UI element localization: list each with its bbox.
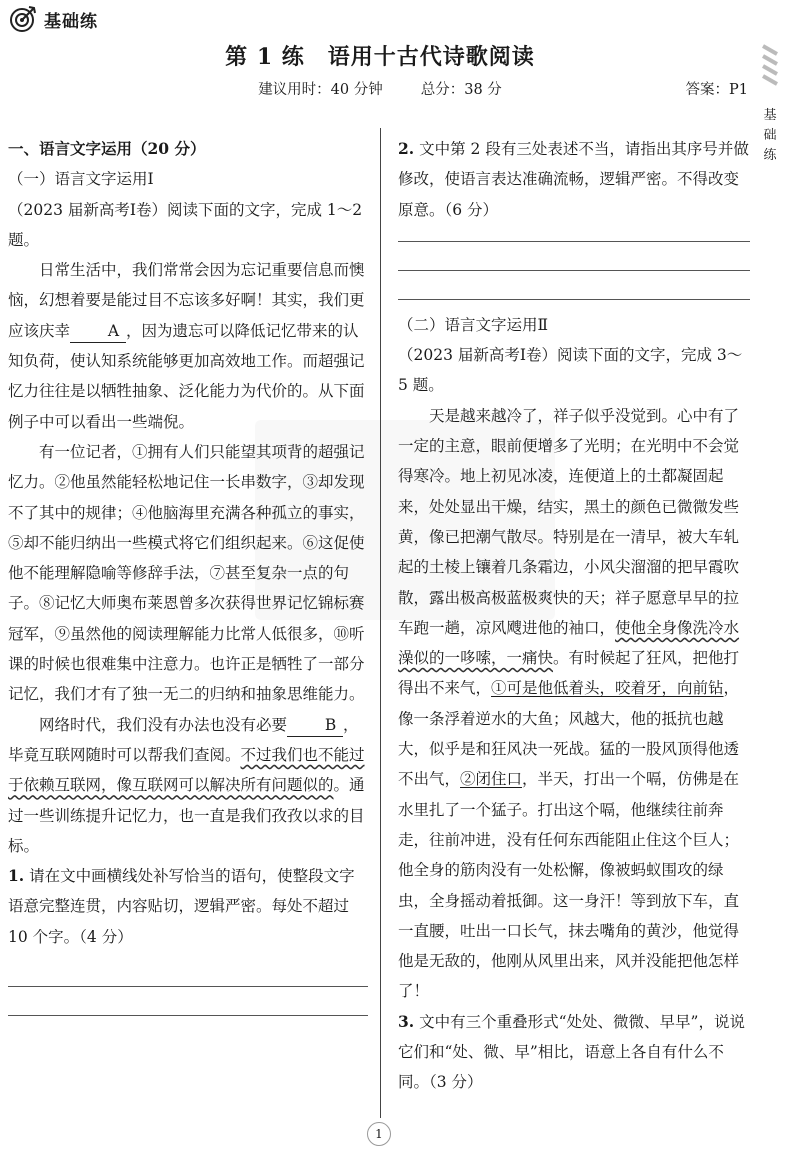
- source-line: （2023 届新高考Ⅰ卷）阅读下面的文字，完成 3～5 题。: [398, 346, 743, 395]
- section-heading: 一、语言文字运用（20 分）: [8, 139, 206, 158]
- question-number: 2.: [398, 139, 415, 158]
- text-span: 天是越来越冷了，祥子似乎没觉到。心中有了一定的主意，眼前便增多了光明；在光明中不会觉得寒冷。地上初见冰凌，连便道上的土都凝固起来，处处显出干燥，结实，黑土的颜色已微微发些黄，像已把潮气散尽。特别是在一清早，被大车轧起的土棱上镶着几条霜边，小风尖溜溜的把早霞吹散，露出极高极蓝极爽快的天；祥子愿意早早的拉车跑一趟，凉风飕进他的袖口，: [398, 406, 740, 637]
- question-text: 文中有三个重叠形式“处处、微微、早早”，说说它们和“处、微、早”相比，语意上各自有什么不同。（3 分）: [398, 1012, 745, 1092]
- passage-paragraph-2: 有一位记者，①拥有人们只能望其项背的超强记忆力。②他虽然能轻松地记住一长串数字，③却发现不了其中的规律；④他脑海里充满各种孤立的事实，⑤却不能归纳出一些模式将它们组织起来。⑥这促使他不能理解隐喻等修辞手法，⑦甚至复杂一点的句子。⑧记忆大师奥布莱恩曾多次获得世界记忆锦标赛冠军，⑨虽然他的阅读理解能力比常人低很多，⑩听课的时候也很难集中注意力。也许正是牺牲了一部分记忆，我们才有了独一无二的归纳和抽象思维能力。: [8, 442, 365, 704]
- blank-b: B: [287, 714, 343, 737]
- blank-a: A: [70, 320, 126, 343]
- text-span: 。通过一些训练提升记忆力，也一直是我们孜孜以求的目标。: [8, 776, 365, 855]
- question-3: [398, 1007, 750, 1098]
- text-span: ，半天，打出一个嗝，仿佛是在水里扎了一个猛子。打出这个嗝，他继续往前奔走，往前冲进，没有任何东西能阻止住这个巨人；他全身的筋肉没有一处松懈，像被蚂蚁围攻的绿虫，全身摇动着抵御。这一身汗！等到放下车，直一直腰，吐出一口长气，抹去嘴角的黄沙，他觉得他是无敌的，他刚从风里出来，风并没能把他怎样了！: [398, 770, 740, 1001]
- text-span: 。有时候起了狂风，把他打得出不来气，: [398, 649, 740, 698]
- wavy-underlined-sentence: 不过我们也不能过于依赖互联网，像互联网可以解决所有问题似的: [8, 745, 365, 795]
- right-column: [398, 134, 750, 1098]
- side-label: 基础练: [763, 108, 777, 163]
- subsection-heading: （一）语言文字运用Ⅰ: [8, 170, 154, 189]
- marked-phrase-1: ①可是他低着头，咬着牙，向前钻: [491, 679, 724, 698]
- passage-paragraph-3: [8, 710, 368, 861]
- total-score: 总分：38 分: [420, 82, 502, 98]
- question-number: 3.: [398, 1011, 415, 1031]
- passage-paragraph: [398, 401, 750, 1007]
- subsection-heading: （二）语言文字运用Ⅱ: [398, 315, 549, 334]
- stripe-decoration: [760, 40, 780, 90]
- page-title: 第 1 练 语用十古代诗歌阅读: [225, 44, 535, 70]
- text-span: 网络时代，我们没有办法也没有必要: [39, 715, 288, 734]
- tag-label: 基础练: [44, 11, 98, 32]
- question-number: 1.: [8, 866, 25, 886]
- meta-line: [0, 78, 760, 99]
- side-tab: [756, 40, 784, 166]
- target-icon: [8, 4, 38, 34]
- left-column: [8, 134, 368, 1016]
- page-footer: [367, 1122, 391, 1146]
- text-span: ，因为遗忘可以降低记忆带来的认知负荷，使认知系统能够更加高效地工作。而超强记忆力往往是以牺牲抽象、泛化能力为代价的。从下面例子中可以看出一些端倪。: [8, 321, 365, 431]
- answer-ref: 答案：P1: [685, 82, 748, 98]
- question-text: 文中第 2 段有三处表述不当，请指出其序号并做修改，使语言表达准确流畅，逻辑严密。不得改变原意。（6 分）: [398, 140, 749, 219]
- text-span: 日常生活中，我们常常会因为忘记重要信息而懊恼，幻想着要是能过目不忘该多好啊！其实，我们更应该庆幸: [8, 261, 365, 340]
- answer-line[interactable]: [8, 1015, 368, 1016]
- question-2: [398, 134, 750, 225]
- question-1: [8, 861, 368, 952]
- question-text: 请在文中画横线处补写恰当的语句，使整段文字语意完整连贯，内容贴切，逻辑严密。每处不超过 10 个字。（4 分）: [8, 867, 355, 946]
- section-tag: [8, 4, 98, 34]
- text-span: ，毕竟互联网随时可以帮我们查阅。: [8, 715, 359, 764]
- page-number: 1: [367, 1122, 391, 1146]
- column-divider: [380, 128, 381, 1118]
- text-span: ，像一条浮着逆水的大鱼；风越大，他的抵抗也越大，似乎是和狂风决一死战。猛的一股风顶得他透不出气，: [398, 679, 740, 789]
- suggested-time: 建议用时：40 分钟: [258, 82, 383, 98]
- source-line: （2023 届新高考Ⅰ卷）阅读下面的文字，完成 1～2 题。: [8, 200, 363, 249]
- wavy-underlined-phrase: 使他全身像洗冷水澡似的一哆嗦，一痛快: [398, 618, 740, 668]
- passage-paragraph-1: [8, 255, 368, 437]
- marked-phrase-2: ②闭住口: [460, 770, 523, 789]
